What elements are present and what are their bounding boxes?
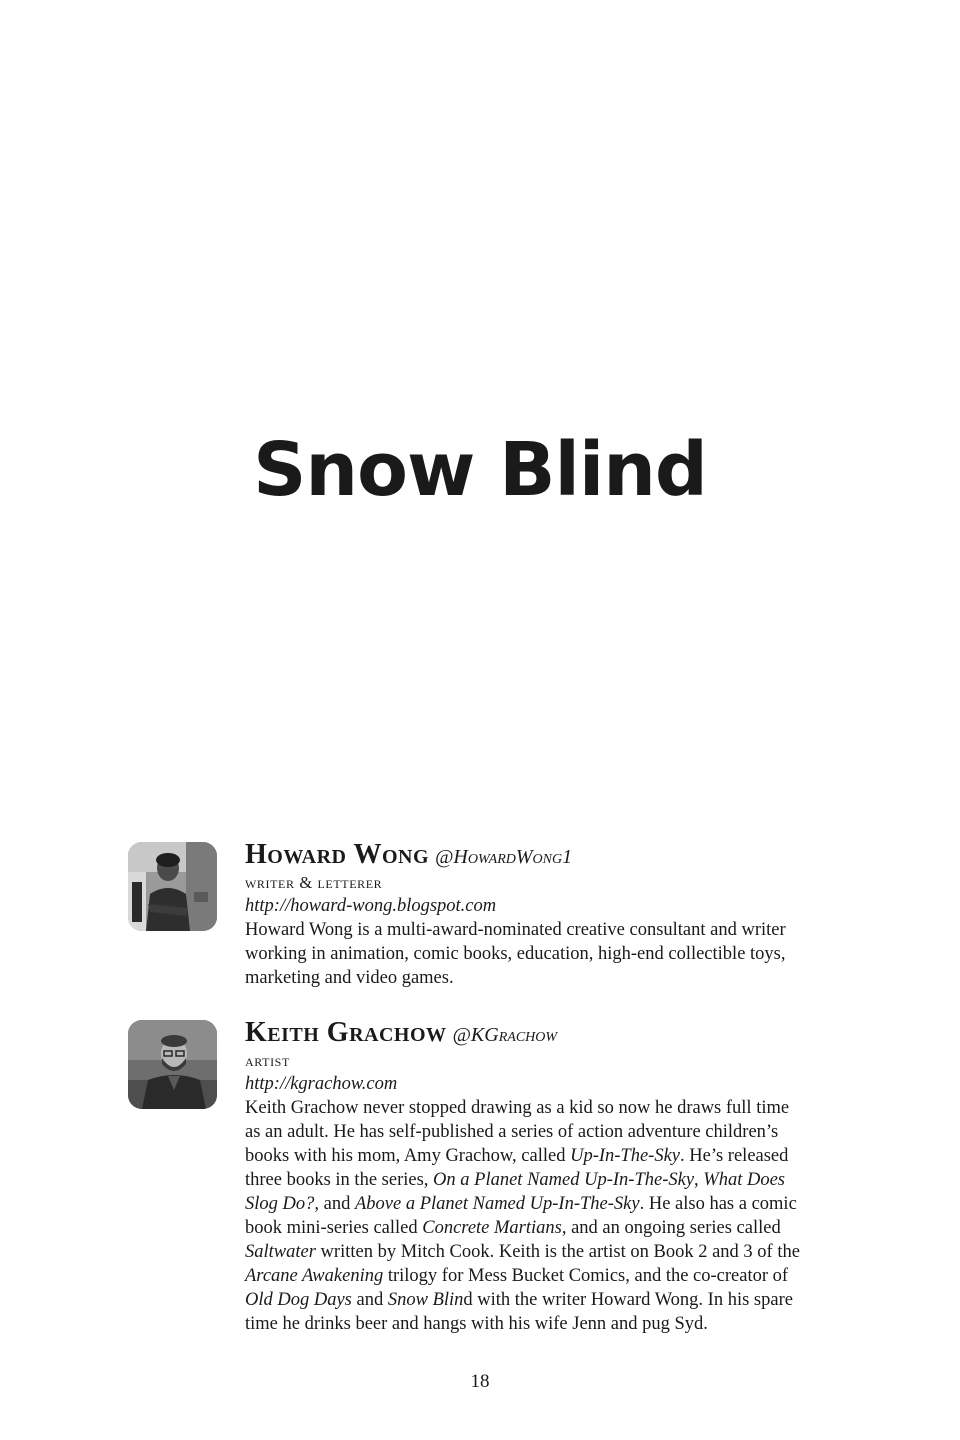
bio-line <box>245 918 845 942</box>
bio-text-run: working in animation, comic books, education, high-end collectible toys, <box>245 944 786 964</box>
bio-text <box>245 838 845 990</box>
bio-title-italic: Snow Blin <box>387 1290 464 1310</box>
bio-title-italic: Up-In-The-Sky <box>570 1146 681 1166</box>
bio-title-italic: What Does <box>703 1170 785 1190</box>
author-url: http://kgrachow.com <box>245 1074 398 1094</box>
bio-title-italic: Old Dog Days <box>245 1290 352 1310</box>
bio-text-run: time he drinks beer and hangs with his wife Jenn and pug Syd. <box>245 1314 708 1334</box>
bio-text-run: and <box>351 1290 388 1310</box>
bio-text-run: . He’s released <box>680 1146 789 1166</box>
author-name: Howard Wong <box>245 839 429 870</box>
bio-title-italic: Above a Planet Named Up-In-The-Sky <box>354 1194 640 1214</box>
page-title: Snow Blind <box>253 426 707 513</box>
howard-wong-photo <box>128 842 217 931</box>
bio-line <box>245 966 845 990</box>
bio-line <box>245 1192 845 1216</box>
bio-line <box>245 942 845 966</box>
bio-title-italic: Slog Do?, <box>245 1194 319 1214</box>
bio-title-italic: Saltwater <box>245 1242 316 1262</box>
bio-line <box>245 1216 845 1240</box>
bio-text-run: , <box>694 1170 704 1190</box>
bio-line <box>245 1144 845 1168</box>
bio-text-run: book mini-series called <box>245 1218 423 1238</box>
bio-text-run: as an adult. He has self-published a series of action adventure children’s <box>245 1122 779 1142</box>
avatar-photo <box>128 1020 217 1109</box>
bio-text-run: three books in the series, <box>245 1170 434 1190</box>
bio-text-run: and <box>319 1194 355 1214</box>
bio-text-run: marketing and video games. <box>245 968 454 988</box>
author-role: writer & letterer <box>245 873 383 892</box>
bio-line <box>245 1240 845 1264</box>
name-line <box>245 1016 845 1050</box>
author-url: http://howard-wong.blogspot.com <box>245 896 497 916</box>
page-number: 18 <box>470 1371 490 1392</box>
name-line <box>245 838 845 872</box>
avatar-photo <box>128 842 217 931</box>
bio-text-run: trilogy for Mess Bucket Comics, and the co-creator of <box>383 1266 789 1286</box>
bio-text-run: . He also has a comic <box>639 1194 797 1214</box>
bio-text-run: , and an ongoing series called <box>561 1218 781 1238</box>
bio-title-italic: Arcane Awakening <box>245 1266 384 1286</box>
bio-body <box>245 918 845 990</box>
bio-line <box>245 1288 845 1312</box>
bio-line <box>245 1120 845 1144</box>
bio-line <box>245 1312 845 1336</box>
bio-line <box>245 1168 845 1192</box>
author-name: Keith Grachow <box>245 1017 447 1048</box>
author-role: artist <box>245 1051 290 1070</box>
bio-line <box>245 1096 845 1120</box>
bio-title-italic: On a Planet Named Up-In-The-Sky <box>433 1170 695 1190</box>
keith-grachow-photo <box>128 1020 217 1109</box>
bio-body <box>245 1096 845 1336</box>
bio-text-run: Keith Grachow never stopped drawing as a kid so now he draws full time <box>245 1098 790 1118</box>
bio-text-run: written by Mitch Cook. Keith is the artist on Book 2 and 3 of the <box>315 1242 800 1262</box>
bio-title-italic: Concrete Martians <box>422 1218 562 1238</box>
author-handle: @KGrachow <box>452 1024 558 1046</box>
author-handle: @HowardWong1 <box>435 846 573 868</box>
bio-text-run: Howard Wong is a multi-award-nominated creative consultant and writer <box>245 920 786 940</box>
bio-line <box>245 1264 845 1288</box>
bio-text-run: d with the writer Howard Wong. In his spare <box>463 1290 793 1310</box>
bio-text <box>245 1016 845 1336</box>
bio-text-run: books with his mom, Amy Grachow, called <box>245 1146 571 1166</box>
